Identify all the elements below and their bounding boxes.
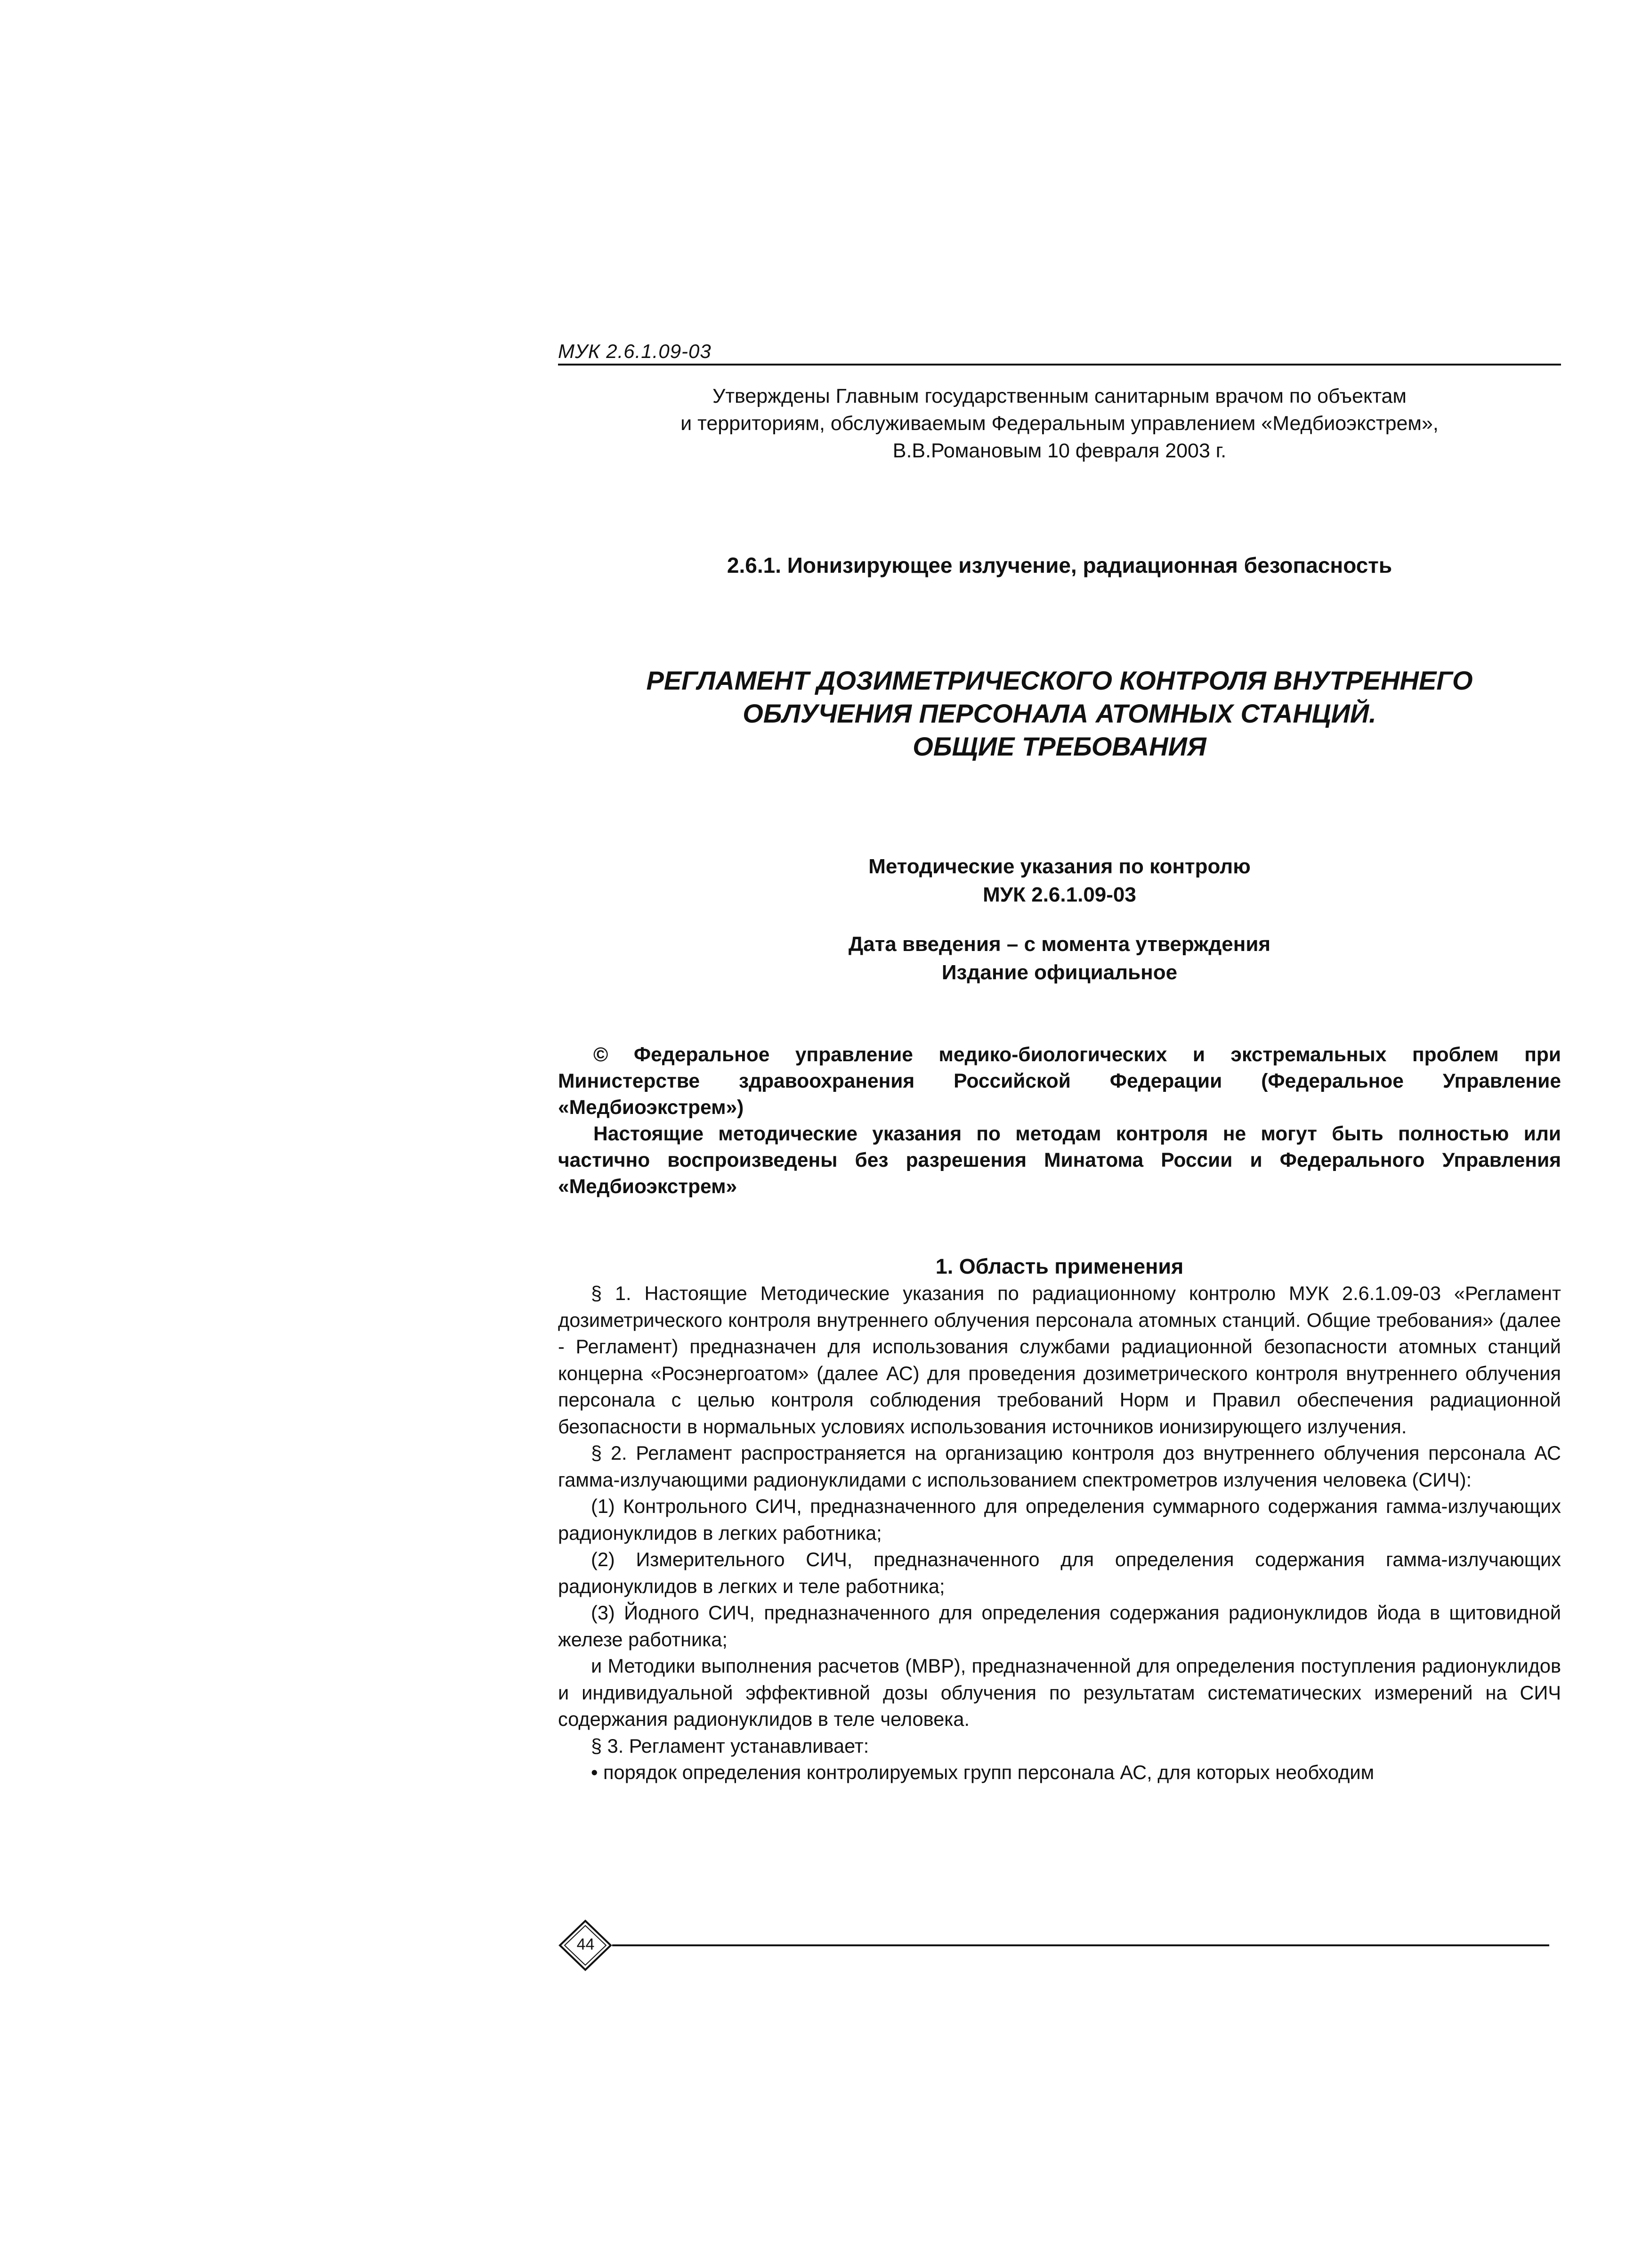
effective-date: Дата введения – с момента утверждения — [848, 933, 1271, 956]
paragraph: (3) Йодного СИЧ, предназначенного для определения содержания радионуклидов йода в щитовидной железе работника; — [558, 1601, 1561, 1650]
page-footer — [558, 1917, 1552, 1974]
title-line: ОБЛУЧЕНИЯ ПЕРСОНАЛА АТОМНЫХ СТАНЦИЙ. — [743, 699, 1376, 728]
paragraph: (2) Измерительного СИЧ, предназначенного для определения содержания гамма-излучающих радионуклидов в легких и теле работника; — [558, 1548, 1561, 1597]
paragraph: (1) Контрольного СИЧ, предназначенного для определения суммарного содержания гамма-излучающих радионуклидов в легких работника; — [558, 1495, 1561, 1544]
section-1 — [558, 1253, 1561, 1786]
paragraph: • порядок определения контролируемых групп персонала АС, для которых необходим — [591, 1761, 1375, 1783]
title-line: ОБЩИЕ ТРЕБОВАНИЯ — [913, 732, 1206, 761]
copyright-block — [558, 1042, 1561, 1200]
document-code-header: МУК 2.6.1.09-03 — [558, 340, 712, 362]
paragraph: и Методики выполнения расчетов (МВР), предназначенной для определения поступления радионуклидов и индивидуальной эффективной дозы облучения по результатам систематических измерений на СИЧ содержания радионуклидов в теле человека. — [558, 1655, 1561, 1730]
edition-label: Издание официальное — [941, 961, 1178, 984]
method-type: Методические указания по контролю — [868, 855, 1251, 878]
page-number: 44 — [576, 1935, 595, 1953]
reproduction-notice: Настоящие методические указания по методам контроля не могут быть полностью или частично воспроизведены без разрешения Минатома России и Федерального Управления «Медбиоэкстрем» — [558, 1123, 1561, 1198]
method-code: МУК 2.6.1.09-03 — [983, 883, 1136, 906]
approval-line: и территориям, обслуживаемым Федеральным управлением «Медбиоэкстрем», — [680, 412, 1439, 435]
method-block — [558, 853, 1561, 987]
document-title — [558, 664, 1561, 763]
section-1-heading: 1. Область применения — [935, 1254, 1184, 1278]
paragraph: § 3. Регламент устанавливает: — [591, 1734, 869, 1757]
section-heading: 2.6.1. Ионизирующее излучение, радиационная безопасность — [727, 553, 1392, 577]
approval-line: В.В.Романовым 10 февраля 2003 г. — [892, 439, 1227, 462]
copyright-notice: © Федеральное управление медико-биологических и экстремальных проблем при Министерстве здравоохранения Российской Федерации (Федеральное Управление «Медбиоэкстрем») — [558, 1044, 1561, 1119]
approval-line: Утверждены Главным государственным санитарным врачом по объектам — [712, 385, 1407, 407]
approval-block — [558, 382, 1561, 464]
paragraph: § 2. Регламент распространяется на организацию контроля доз внутреннего облучения персонала АС гамма-излучающими радионуклидами с использованием спектрометров излучения человека (СИЧ): — [558, 1442, 1561, 1491]
document-page — [558, 339, 1561, 1783]
header-divider — [558, 364, 1561, 366]
paragraph: § 1. Настоящие Методические указания по радиационному контролю МУК 2.6.1.09-03 «Регламент дозиметрического контроля внутреннего облучения персонала атомных станций. Общие требования» (далее - Регламент) предназначен для использования службами радиационной безопасности атомных станций концерна «Росэнергоатом» (далее АС) для проведения дозиметрического контроля внутреннего облучения персонала с целью контроля соблюдения требований Норм и Правил обеспечения радиационной безопасности в нормальных условиях использования источников ионизирующего излучения. — [558, 1282, 1561, 1438]
title-line: РЕГЛАМЕНТ ДОЗИМЕТРИЧЕСКОГО КОНТРОЛЯ ВНУТРЕННЕГО — [646, 666, 1473, 695]
footer-divider — [612, 1944, 1549, 1946]
